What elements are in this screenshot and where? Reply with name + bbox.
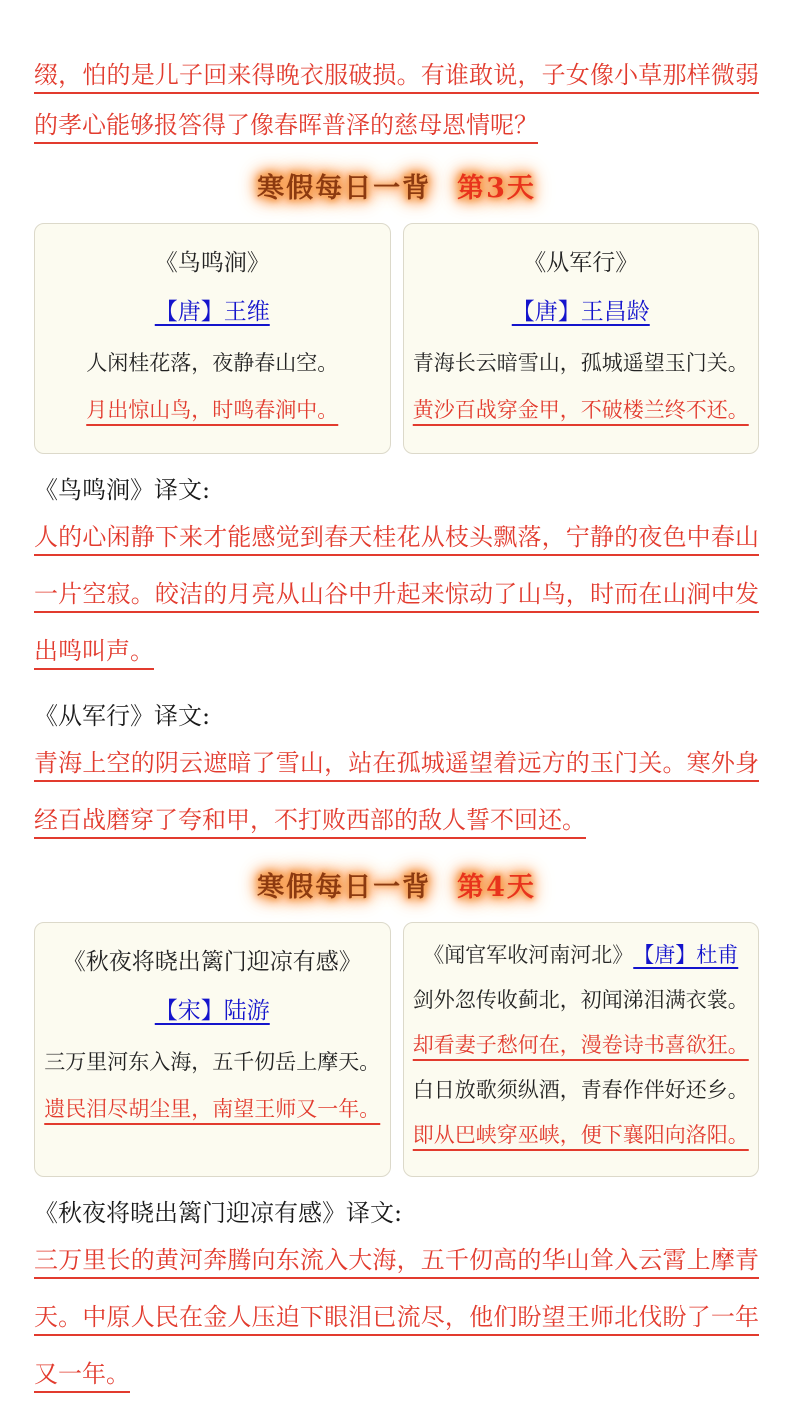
poem-author: 【唐】王维	[154, 299, 270, 325]
poem-line-highlighted: 即从巴峡穿巫峡，便下襄阳向洛阳。	[412, 1123, 749, 1147]
poem-line: 三万里河东入海，五千仞岳上摩天。	[44, 1050, 381, 1074]
poem-line-highlighted: 月出惊山鸟，时鸣春涧中。	[86, 398, 339, 422]
poem-author: 【唐】杜甫	[633, 943, 739, 967]
poem-line: 白日放歌须纵酒，青春作伴好还乡。	[412, 1078, 749, 1102]
day3-poem-row	[34, 223, 759, 454]
translation-text-congjunxing: 青海上空的阴云遮暗了雪山，站在孤城遥望着远方的玉门关。寒外身经百战磨穿了夸和甲，不打败西部的敌人誓不回还。	[34, 749, 759, 834]
translation-label-niaomingjian: 《鸟鸣涧》译文:	[34, 476, 211, 504]
poem-author: 【宋】陆游	[154, 998, 270, 1024]
poem-line-highlighted: 遗民泪尽胡尘里，南望王师又一年。	[44, 1097, 381, 1121]
day3-header	[34, 166, 759, 205]
day3-header-title: 寒假每日一背	[257, 173, 432, 204]
poem-title-author-row	[412, 939, 751, 969]
worksheet-page	[34, 50, 759, 1403]
poem-line-highlighted: 却看妻子愁何在，漫卷诗书喜欲狂。	[412, 1033, 749, 1057]
translation-label-congjunxing: 《从军行》译文:	[34, 702, 211, 730]
poem-author: 【唐】王昌龄	[511, 299, 650, 325]
intro-translation-text: 缀，怕的是儿子回来得晚衣服破损。有谁敢说，子女像小草那样微弱的孝心能够报答得了像春晖普泽的慈母恩情呢？	[34, 61, 759, 139]
poem-line-highlighted: 黄沙百战穿金甲，不破楼兰终不还。	[412, 398, 749, 422]
poem-line: 人闲桂花落，夜静春山空。	[86, 351, 339, 375]
poem-card-congjunxing	[403, 223, 760, 454]
day4-header-day: 第4天	[457, 872, 536, 903]
poem-card-niaomingjian	[34, 223, 391, 454]
poem-card-wenguanjun	[403, 922, 760, 1177]
day4-header-title: 寒假每日一背	[257, 872, 432, 903]
poem-card-qiuye	[34, 922, 391, 1177]
translation-label-qiuye: 《秋夜将晓出篱门迎凉有感》译文:	[34, 1199, 403, 1227]
poem-title: 《鸟鸣涧》	[154, 250, 270, 276]
poem-line: 青海长云暗雪山，孤城遥望玉门关。	[412, 351, 749, 375]
day3-header-day: 第3天	[457, 173, 536, 204]
day4-poem-row	[34, 922, 759, 1177]
poem-title: 《秋夜将晓出篱门迎凉有感》	[62, 949, 362, 975]
translation-text-niaomingjian: 人的心闲静下来才能感觉到春天桂花从枝头飘落，宁静的夜色中春山一片空寂。皎洁的月亮从山谷中升起来惊动了山鸟，时而在山涧中发出鸣叫声。	[34, 523, 759, 665]
poem-line: 剑外忽传收蓟北，初闻涕泪满衣裳。	[412, 988, 749, 1012]
day4-header	[34, 865, 759, 904]
poem-title: 《闻官军收河南河北》	[423, 943, 634, 967]
poem-title: 《从军行》	[523, 250, 639, 276]
translation-text-qiuye: 三万里长的黄河奔腾向东流入大海，五千仞高的华山耸入云霄上摩青天。中原人民在金人压迫下眼泪已流尽，他们盼望王师北伐盼了一年又一年。	[34, 1246, 759, 1388]
